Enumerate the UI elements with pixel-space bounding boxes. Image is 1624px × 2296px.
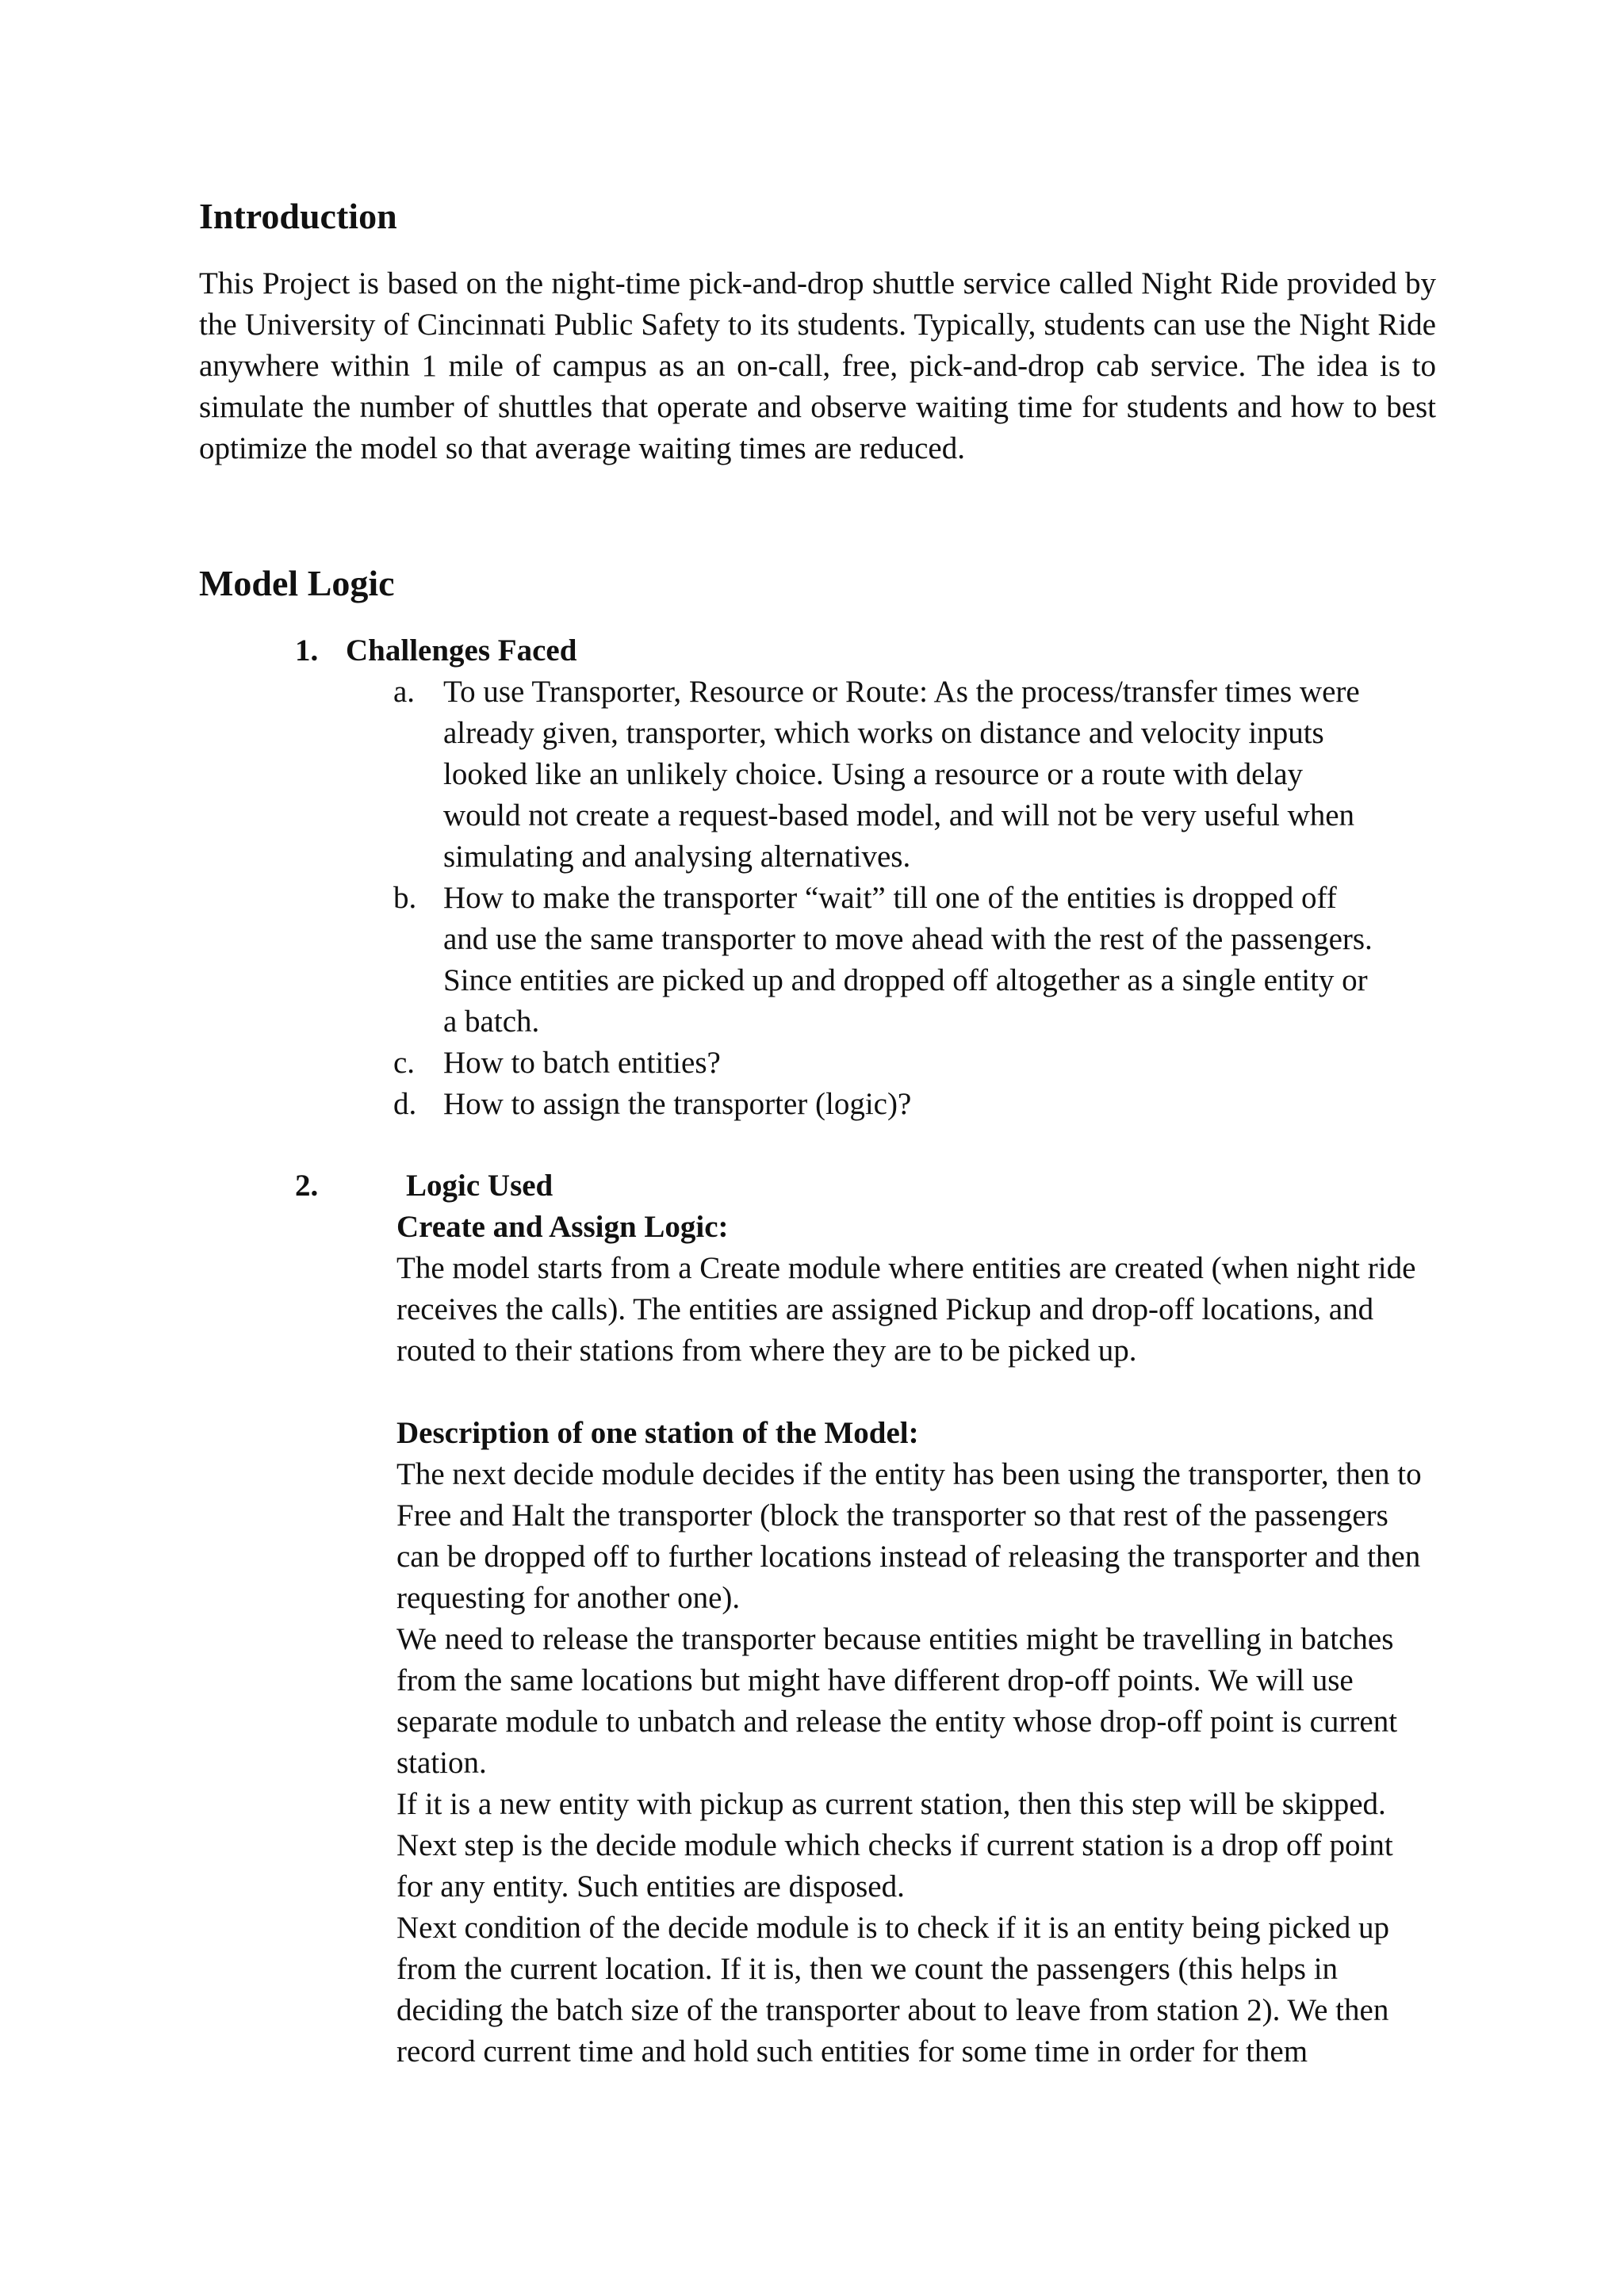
create-assign-heading: Create and Assign Logic: [396, 1210, 729, 1244]
challenges-list [393, 672, 1387, 1125]
create-assign-text: The model starts from a Create module where entities are created (when night ride receives the calls). The entities are assigned Pickup and drop-off locations, and routed to their stations from where they are to be picked up. [396, 1251, 1416, 1368]
station-paragraph-2: We need to release the transporter because entities might be travelling in batches from the same locations but might have different drop-off points. We will use separate module to unbatch and release the entity whose drop-off point is current station. [396, 1622, 1398, 1780]
logic-used-section [295, 1165, 1440, 1207]
challenges-number: 1. [295, 633, 319, 668]
challenges-title: Challenges Faced [346, 633, 577, 668]
list-item-text: To use Transporter, Resource or Route: As the process/transfer times were already given, transporter, which works on distance and velocity inputs looked like an unlikely choice. Using a resource or a route with delay would not create a request-based model, and will not be very useful when simulating and analysing alternatives. [443, 675, 1360, 874]
list-item-text: How to assign the transporter (logic)? [443, 1087, 912, 1121]
model-logic-heading: Model Logic [199, 563, 395, 603]
list-item [393, 672, 1387, 878]
logic-used-number: 2. [295, 1169, 319, 1203]
list-item [393, 878, 1387, 1043]
station-paragraph-3: If it is a new entity with pickup as current station, then this step will be skipped. Next step is the decide module which checks if current station is a drop off point for any entity. Such entities are disposed. [396, 1787, 1393, 1904]
list-item-letter: a. [393, 675, 416, 709]
list-item-text: How to make the transporter “wait” till one of the entities is dropped off and use the same transporter to move ahead with the rest of the passengers. Since entities are picked up and dropped off altogether as a single entity or a batch. [443, 881, 1373, 1039]
list-item [393, 1084, 1387, 1125]
list-item-letter: b. [393, 881, 417, 915]
station-paragraph-1: The next decide module decides if the entity has been using the transporter, then to Free and Halt the transporter (block the transporter so that rest of the passengers can be dropped off to further locations instead of releasing the transporter and then requesting for another one). [396, 1457, 1422, 1615]
station-paragraph-4: Next condition of the decide module is to check if it is an entity being picked up from the current location. If it is, then we count the passengers (this helps in deciding the batch size of the transporter about to leave from station 2). We then record current time and hold such entities for some time in order for them [396, 1911, 1390, 2068]
introduction-paragraph: This Project is based on the night-time pick-and-drop shuttle service called Night Ride provided by the University of Cincinnati Public Safety to its students. Typically, students can use the Night Ride anywhere within 1 mile of campus as an on-call, free, pick-and-drop cab service. The idea is to simulate the number of shuttles that operate and observe waiting time for students and how to best optimize the model so that average waiting times are reduced. [199, 266, 1436, 465]
list-item [393, 1043, 1387, 1084]
spacer [396, 1372, 1435, 1413]
logic-used-title: Logic Used [406, 1169, 553, 1203]
station-description-heading: Description of one station of the Model: [396, 1416, 919, 1450]
list-item-letter: d. [393, 1087, 417, 1121]
list-item-letter: c. [393, 1046, 416, 1080]
challenges-section [295, 630, 1440, 1125]
introduction-heading: Introduction [199, 196, 397, 236]
logic-used-body [396, 1207, 1435, 2072]
list-item-text: How to batch entities? [443, 1046, 721, 1080]
